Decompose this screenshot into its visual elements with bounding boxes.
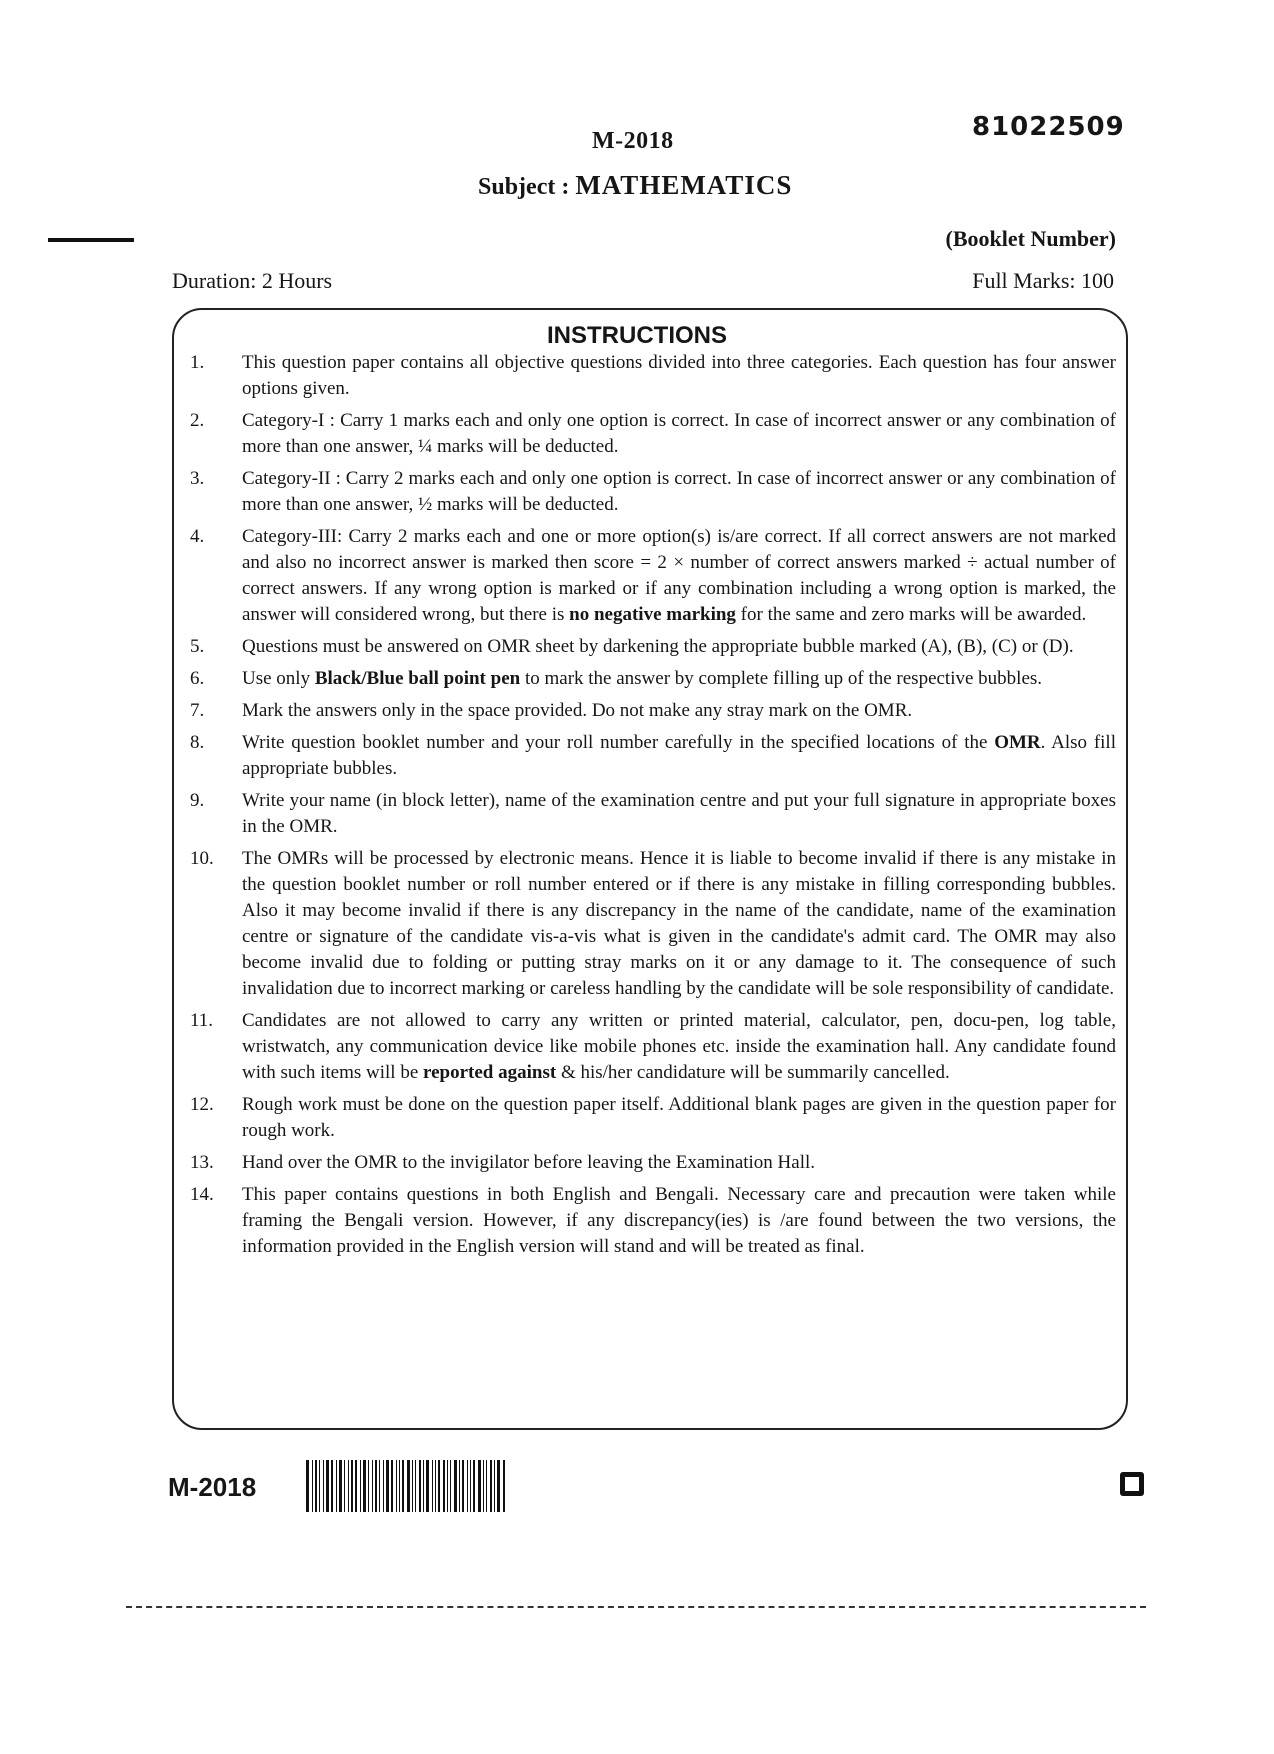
barcode-bar bbox=[312, 1460, 313, 1512]
full-marks: Full Marks: 100 bbox=[972, 268, 1114, 293]
page-bottom-rule bbox=[126, 1606, 1146, 1608]
duration: Duration: 2 Hours bbox=[172, 268, 333, 293]
instruction-text: to mark the answer by complete filling up of the respective bubbles. bbox=[520, 668, 1043, 689]
instruction-item bbox=[186, 524, 1116, 628]
instruction-text: Write question booklet number and your roll number carefully in the specified locations of the bbox=[242, 732, 995, 753]
barcode-bar bbox=[459, 1460, 460, 1512]
instruction-number: 4. bbox=[190, 526, 205, 547]
barcode-bar bbox=[419, 1460, 421, 1512]
barcode-bar bbox=[412, 1460, 413, 1512]
instruction-item bbox=[186, 846, 1116, 1002]
margin-mark bbox=[48, 238, 134, 242]
barcode-bar bbox=[306, 1460, 309, 1512]
instruction-item bbox=[186, 1182, 1116, 1260]
barcode-bar bbox=[360, 1460, 361, 1512]
instruction-item bbox=[186, 634, 1116, 660]
instruction-number: 10. bbox=[190, 848, 214, 869]
barcode-bar bbox=[315, 1460, 317, 1512]
barcode-bar bbox=[326, 1460, 329, 1512]
barcode-bar bbox=[490, 1460, 492, 1512]
instruction-item bbox=[186, 1150, 1116, 1176]
instructions-list bbox=[186, 350, 1116, 1266]
barcode-bar bbox=[396, 1460, 397, 1512]
instruction-emphasis: no negative marking bbox=[569, 604, 736, 625]
barcode-bar bbox=[399, 1460, 400, 1512]
instruction-text: Category-I : Carry 1 marks each and only one option is correct. In case of incorrect answer or any combination of more than one answer, ¼ marks will be deducted. bbox=[242, 410, 1116, 457]
barcode-bar bbox=[351, 1460, 353, 1512]
barcode-bar bbox=[497, 1460, 500, 1512]
instruction-number: 6. bbox=[190, 668, 205, 689]
instruction-text: Write your name (in block letter), name of the examination centre and put your full signature in appropriate boxes in the OMR. bbox=[242, 790, 1116, 837]
barcode-bar bbox=[348, 1460, 349, 1512]
barcode-bar bbox=[386, 1460, 389, 1512]
instruction-number: 5. bbox=[190, 636, 205, 657]
instruction-number: 9. bbox=[190, 790, 205, 811]
instruction-text: for the same and zero marks will be awarded. bbox=[735, 604, 1087, 625]
instruction-text: Questions must be answered on OMR sheet by darkening the appropriate bubble marked (A), (B), (C) or (D). bbox=[242, 636, 1074, 657]
barcode-bar bbox=[426, 1460, 429, 1512]
instruction-text: Use only bbox=[242, 668, 315, 689]
instructions-heading: INSTRUCTIONS bbox=[547, 322, 727, 349]
barcode-bar bbox=[323, 1460, 324, 1512]
barcode-bar bbox=[379, 1460, 380, 1512]
barcode-bar bbox=[319, 1460, 320, 1512]
instruction-item bbox=[186, 1008, 1116, 1086]
subject-line bbox=[478, 170, 792, 201]
subject-value: MATHEMATICS bbox=[575, 170, 793, 200]
booklet-serial-number: 81022509 bbox=[972, 112, 1125, 142]
instruction-text: Category-III: Carry 2 marks each and one or more option(s) is/are correct. If all correct answers are not marked and also no incorrect answer is marked then score = 2 × number of correct answers marked ÷ actual number of correct answers. If any wrong option is marked or if any combination including a wrong option is marked, the answer will considered wrong, but there is bbox=[242, 526, 1116, 625]
instruction-item bbox=[186, 788, 1116, 840]
instruction-item bbox=[186, 730, 1116, 782]
barcode-bar bbox=[473, 1460, 475, 1512]
barcode-bar bbox=[470, 1460, 471, 1512]
barcode-bar bbox=[478, 1460, 481, 1512]
instruction-item bbox=[186, 698, 1116, 724]
instruction-text: This question paper contains all objective questions divided into three categories. Each question has four answer options given. bbox=[242, 352, 1116, 399]
barcode-bar bbox=[383, 1460, 384, 1512]
instruction-text: Hand over the OMR to the invigilator before leaving the Examination Hall. bbox=[242, 1152, 816, 1173]
barcode-bar bbox=[443, 1460, 445, 1512]
instruction-item bbox=[186, 408, 1116, 460]
barcode-icon bbox=[306, 1460, 546, 1512]
instruction-item bbox=[186, 466, 1116, 518]
instruction-text: The OMRs will be processed by electronic means. Hence it is liable to become invalid if there is any mistake in the question booklet number or roll number entered or if there is any mistake in filling corresponding bubbles. Also it may become invalid if there is any discrepancy in the name of the candidate, name of the examination centre or signature of the candidate vis-a-vis what is given in the candidate's admit card. The OMR may also become invalid due to folding or putting stray marks on it or any damage to it. The consequence of such invalidation due to incorrect marking or careless handling by the candidate will be sole responsibility of candidate. bbox=[242, 848, 1116, 999]
instruction-text: . Also fill appropriate bubbles. bbox=[242, 732, 1116, 779]
square-marker-icon bbox=[1120, 1472, 1144, 1496]
instruction-item bbox=[186, 666, 1116, 692]
instruction-number: 7. bbox=[190, 700, 205, 721]
barcode-bar bbox=[454, 1460, 457, 1512]
instruction-number: 8. bbox=[190, 732, 205, 753]
instruction-number: 1. bbox=[190, 352, 205, 373]
instruction-number: 2. bbox=[190, 410, 205, 431]
barcode-bar bbox=[450, 1460, 451, 1512]
barcode-bar bbox=[423, 1460, 424, 1512]
barcode-bar bbox=[372, 1460, 373, 1512]
barcode-bar bbox=[438, 1460, 440, 1512]
barcode-bar bbox=[402, 1460, 404, 1512]
instruction-text: Candidates are not allowed to carry any written or printed material, calculator, pen, docu-pen, log table, wristwatch, any communication device like mobile phones etc. inside the examination hall. Any candidate found with such items will be bbox=[242, 1010, 1116, 1083]
instruction-text: & his/her candidature will be summarily cancelled. bbox=[556, 1062, 950, 1083]
instruction-text: Category-II : Carry 2 marks each and only one option is correct. In case of incorrect answer or any combination of more than one answer, ½ marks will be deducted. bbox=[242, 468, 1116, 515]
subject-label: Subject : bbox=[478, 174, 570, 200]
instruction-emphasis: Black/Blue ball point pen bbox=[314, 668, 521, 689]
instruction-item bbox=[186, 350, 1116, 402]
instruction-number: 11. bbox=[190, 1010, 214, 1031]
instruction-item bbox=[186, 1092, 1116, 1144]
barcode-bar bbox=[407, 1460, 410, 1512]
instruction-text: Mark the answers only in the space provided. Do not make any stray mark on the OMR. bbox=[242, 700, 913, 721]
barcode-bar bbox=[447, 1460, 448, 1512]
booklet-number-label: (Booklet Number) bbox=[945, 226, 1116, 251]
paper-code: M-2018 bbox=[592, 128, 674, 154]
barcode-bar bbox=[486, 1460, 487, 1512]
instruction-number: 14. bbox=[190, 1184, 214, 1205]
instruction-number: 13. bbox=[190, 1152, 214, 1173]
instruction-emphasis: OMR bbox=[994, 732, 1041, 753]
barcode-bar bbox=[503, 1460, 505, 1512]
barcode-bar bbox=[415, 1460, 416, 1512]
barcode-bar bbox=[483, 1460, 484, 1512]
instruction-text: Rough work must be done on the question paper itself. Additional blank pages are given in the question paper for rough work. bbox=[242, 1094, 1116, 1141]
instruction-number: 3. bbox=[190, 468, 205, 489]
instruction-text: This paper contains questions in both English and Bengali. Necessary care and precaution were taken while framing the Bengali version. However, if any discrepancy(ies) is /are found between the two versions, the information provided in the English version will stand and will be treated as final. bbox=[242, 1184, 1116, 1257]
barcode-bar bbox=[467, 1460, 468, 1512]
barcode-bar bbox=[391, 1460, 393, 1512]
instruction-emphasis: reported against bbox=[423, 1062, 557, 1083]
barcode-bar bbox=[375, 1460, 377, 1512]
barcode-bar bbox=[355, 1460, 357, 1512]
barcode-bar bbox=[494, 1460, 495, 1512]
barcode-bar bbox=[363, 1460, 366, 1512]
barcode-bar bbox=[368, 1460, 369, 1512]
barcode-bar bbox=[331, 1460, 333, 1512]
footer-paper-code: M-2018 bbox=[168, 1472, 257, 1502]
barcode-bar bbox=[339, 1460, 342, 1512]
barcode-bar bbox=[344, 1460, 345, 1512]
instruction-number: 12. bbox=[190, 1094, 214, 1115]
barcode-bar bbox=[462, 1460, 464, 1512]
barcode-bar bbox=[336, 1460, 337, 1512]
barcode-bar bbox=[432, 1460, 433, 1512]
barcode-bar bbox=[435, 1460, 436, 1512]
